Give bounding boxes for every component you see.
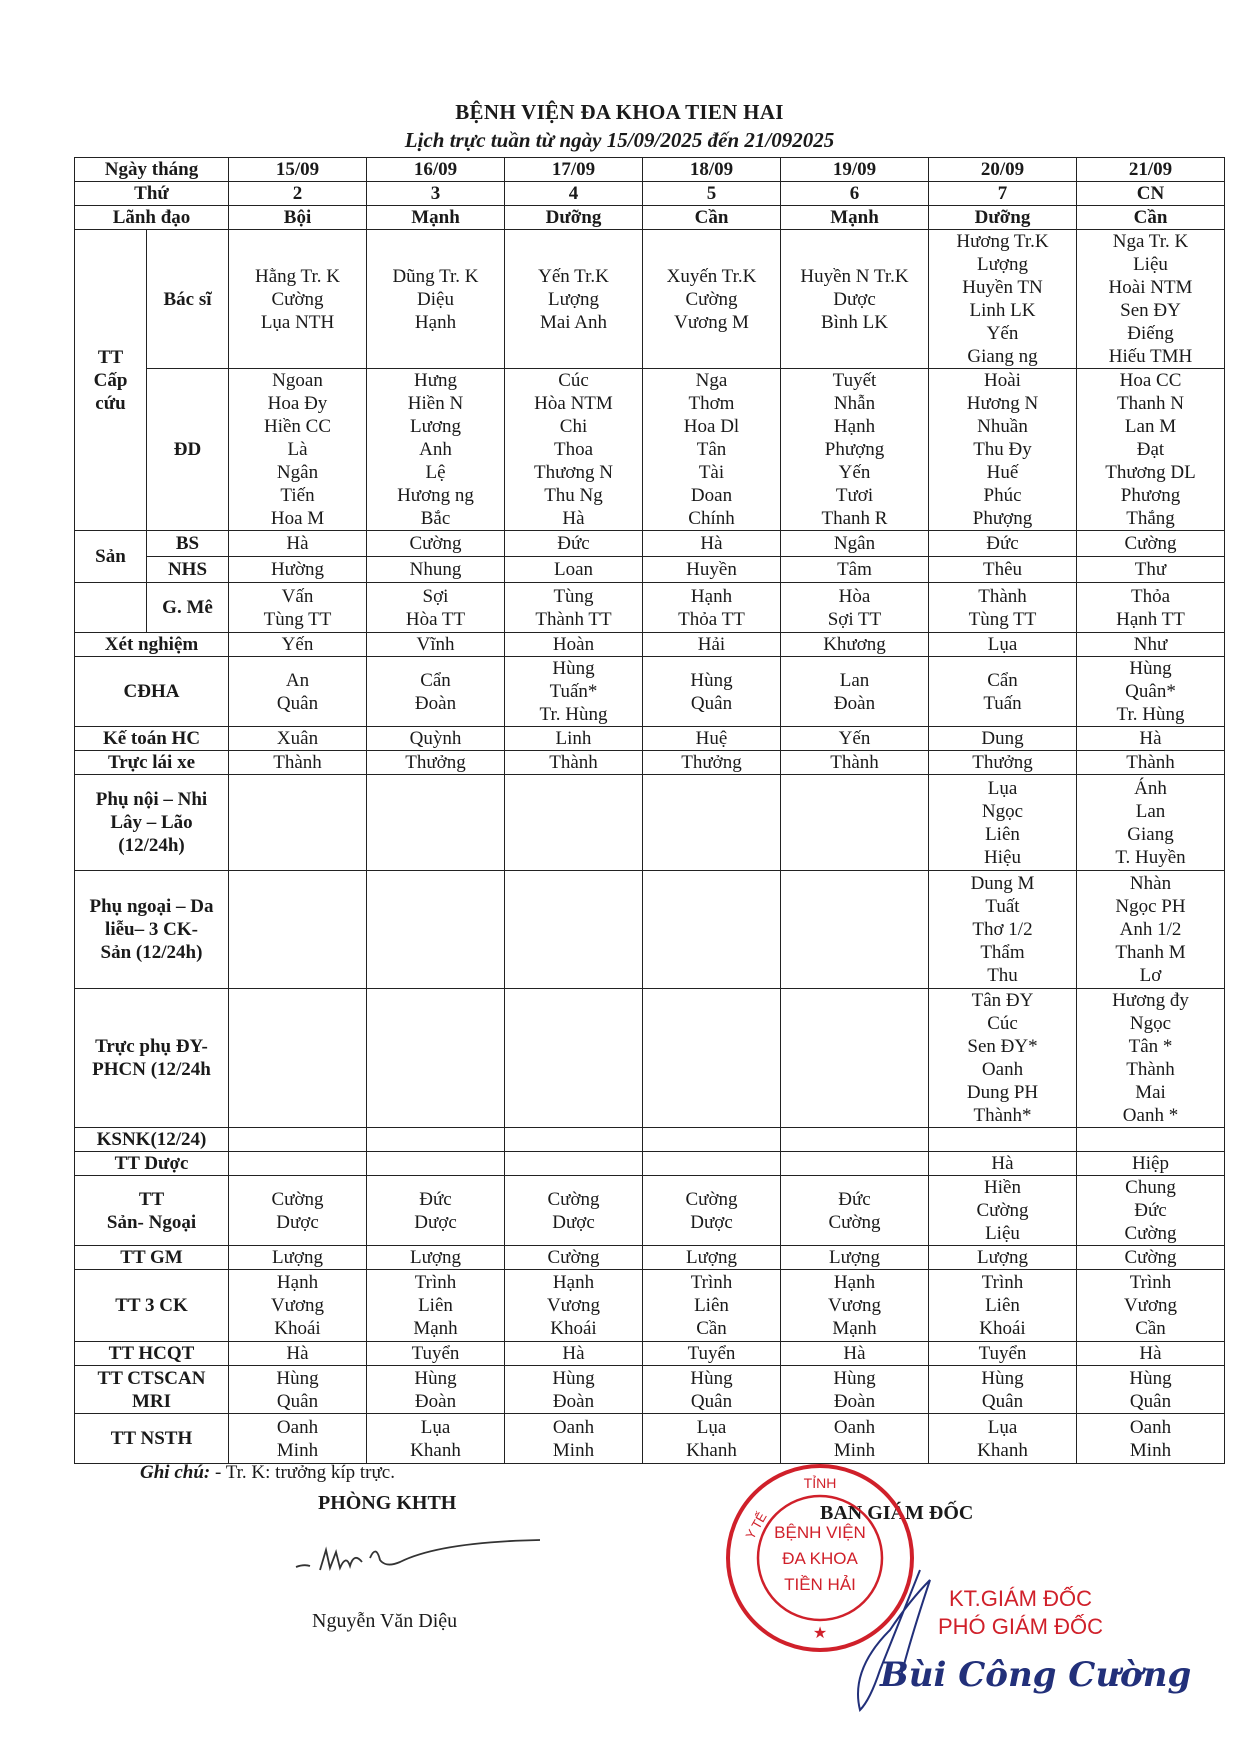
ct-day-3: Hùng Đoàn xyxy=(505,1366,643,1414)
acct-day-1: Xuân xyxy=(229,727,367,751)
gm-day-3: Cường xyxy=(505,1246,643,1270)
vice-line2: PHÓ GIÁM ĐỐC xyxy=(938,1614,1104,1639)
surgical-day-2 xyxy=(367,871,505,989)
internal-day-6: Lụa Ngọc Liên Hiệu xyxy=(929,775,1077,871)
emergency-label: TT Cấp cứu xyxy=(75,230,147,531)
ob-doctor-day-2: Cường xyxy=(367,531,505,557)
seal-side-text: Y TẾ xyxy=(742,1509,770,1542)
doctor-day-5: Huyền N Tr.K Dược Bình LK xyxy=(781,230,929,369)
date-label: Ngày tháng xyxy=(75,158,229,182)
pharmacy-day-4 xyxy=(643,1152,781,1176)
acct-day-7: Hà xyxy=(1077,727,1225,751)
nurse-day-2: Hưng Hiền N Lương Anh Lệ Hương ng Bắc xyxy=(367,369,505,531)
midwife-day-4: Huyền xyxy=(643,557,781,583)
ksnk-day-7 xyxy=(1077,1128,1225,1152)
gm-row xyxy=(75,1246,1225,1270)
ct-day-1: Hùng Quân xyxy=(229,1366,367,1414)
ct-row xyxy=(75,1366,1225,1414)
driver-day-7: Thành xyxy=(1077,751,1225,775)
lab-day-7: Như xyxy=(1077,633,1225,657)
ck3-label: TT 3 CK xyxy=(75,1270,229,1342)
gm-day-5: Lượng xyxy=(781,1246,929,1270)
ksnk-day-3 xyxy=(505,1128,643,1152)
duty-schedule-table xyxy=(74,157,1225,1464)
ck3-day-6: Trình Liên Khoái xyxy=(929,1270,1077,1342)
nsth-day-1: Oanh Minh xyxy=(229,1414,367,1464)
ksnk-row xyxy=(75,1128,1225,1152)
ck3-day-3: Hạnh Vương Khoái xyxy=(505,1270,643,1342)
leader-row xyxy=(75,206,1225,230)
driver-day-3: Thành xyxy=(505,751,643,775)
leader-day-6: Dưỡng xyxy=(929,206,1077,230)
ck3-day-2: Trình Liên Mạnh xyxy=(367,1270,505,1342)
obsurg-day-4: Cường Dược xyxy=(643,1176,781,1246)
obsurg-day-7: Chung Đức Cường xyxy=(1077,1176,1225,1246)
obstetrics-label: Sản xyxy=(75,531,147,583)
hcqt-row xyxy=(75,1342,1225,1366)
ksnk-day-2 xyxy=(367,1128,505,1152)
internal-day-3 xyxy=(505,775,643,871)
weekday-label: Thứ xyxy=(75,182,229,206)
note-label: Ghi chú: xyxy=(140,1462,211,1483)
hcqt-day-4: Tuyển xyxy=(643,1342,781,1366)
internal-day-7: Ánh Lan Giang T. Huyền xyxy=(1077,775,1225,871)
anesthesia-day-1: Vấn Tùng TT xyxy=(229,583,367,633)
weekday-day-1: 2 xyxy=(229,182,367,206)
seal-line2: ĐA KHOA xyxy=(782,1549,858,1568)
weekday-day-6: 7 xyxy=(929,182,1077,206)
acct-day-3: Linh xyxy=(505,727,643,751)
vice-line1: KT.GIÁM ĐỐC xyxy=(949,1586,1093,1611)
pharmacy-day-2 xyxy=(367,1152,505,1176)
surgical-label: Phụ ngoại – Da liễu– 3 CK- Sản (12/24h) xyxy=(75,871,229,989)
leader-day-2: Mạnh xyxy=(367,206,505,230)
obsurg-day-2: Đức Dược xyxy=(367,1176,505,1246)
acct-day-4: Huệ xyxy=(643,727,781,751)
driver-day-5: Thành xyxy=(781,751,929,775)
gm-label: TT GM xyxy=(75,1246,229,1270)
obsurg-label: TT Sản- Ngoại xyxy=(75,1176,229,1246)
imaging-day-5: Lan Đoàn xyxy=(781,657,929,727)
imaging-day-2: Cẩn Đoàn xyxy=(367,657,505,727)
leader-label: Lãnh đạo xyxy=(75,206,229,230)
driver-day-2: Thưởng xyxy=(367,751,505,775)
gm-day-2: Lượng xyxy=(367,1246,505,1270)
midwife-day-6: Thêu xyxy=(929,557,1077,583)
leader-day-3: Dưỡng xyxy=(505,206,643,230)
nsth-day-4: Lụa Khanh xyxy=(643,1414,781,1464)
midwife-day-7: Thư xyxy=(1077,557,1225,583)
pharmacy-day-7: Hiệp xyxy=(1077,1152,1225,1176)
nsth-day-2: Lụa Khanh xyxy=(367,1414,505,1464)
gm-day-7: Cường xyxy=(1077,1246,1225,1270)
rehab-day-3 xyxy=(505,989,643,1128)
surgical-day-4 xyxy=(643,871,781,989)
ct-day-2: Hùng Đoàn xyxy=(367,1366,505,1414)
pharmacy-day-5 xyxy=(781,1152,929,1176)
vice-director-name: Bùi Công Cường xyxy=(880,1655,1192,1695)
anesthesia-day-2: Sợi Hòa TT xyxy=(367,583,505,633)
ct-label: TT CTSCAN MRI xyxy=(75,1366,229,1414)
imaging-day-1: An Quân xyxy=(229,657,367,727)
ksnk-day-4 xyxy=(643,1128,781,1152)
ksnk-label: KSNK(12/24) xyxy=(75,1128,229,1152)
surgical-day-6: Dung M Tuất Thơ 1/2 Thẩm Thu xyxy=(929,871,1077,989)
nurse-day-7: Hoa CC Thanh N Lan M Đạt Thương DL Phương Thắng xyxy=(1077,369,1225,531)
ob-doctor-day-7: Cường xyxy=(1077,531,1225,557)
nurse-day-6: Hoài Hương N Nhuần Thu Đy Huế Phúc Phượng xyxy=(929,369,1077,531)
hcqt-day-3: Hà xyxy=(505,1342,643,1366)
doctor-row xyxy=(75,230,1225,369)
anesthesia-blank xyxy=(75,583,147,633)
internal-label: Phụ nội – Nhi Lây – Lão (12/24h) xyxy=(75,775,229,871)
surgical-day-5 xyxy=(781,871,929,989)
leader-day-7: Cần xyxy=(1077,206,1225,230)
nurse-day-3: Cúc Hòa NTM Chi Thoa Thương N Thu Ng Hà xyxy=(505,369,643,531)
ck3-day-7: Trình Vương Cần xyxy=(1077,1270,1225,1342)
date-day-1: 15/09 xyxy=(229,158,367,182)
ct-day-4: Hùng Quân xyxy=(643,1366,781,1414)
pharmacy-day-1 xyxy=(229,1152,367,1176)
ck3-day-5: Hạnh Vương Mạnh xyxy=(781,1270,929,1342)
ck3-day-1: Hạnh Vương Khoái xyxy=(229,1270,367,1342)
imaging-day-6: Cẩn Tuấn xyxy=(929,657,1077,727)
doctor-day-2: Dũng Tr. K Diệu Hạnh xyxy=(367,230,505,369)
note-text: - Tr. K: trưởng kíp trực. xyxy=(210,1462,395,1483)
seal-top-text: TỈNH xyxy=(803,1475,837,1491)
hcqt-day-5: Hà xyxy=(781,1342,929,1366)
acct-row xyxy=(75,727,1225,751)
driver-day-1: Thành xyxy=(229,751,367,775)
lab-day-4: Hải xyxy=(643,633,781,657)
date-day-4: 18/09 xyxy=(643,158,781,182)
surgical-day-1 xyxy=(229,871,367,989)
department-name: PHÒNG KHTH xyxy=(318,1492,457,1514)
leader-day-4: Cần xyxy=(643,206,781,230)
hcqt-day-2: Tuyển xyxy=(367,1342,505,1366)
date-day-6: 20/09 xyxy=(929,158,1077,182)
schedule-subtitle: Lịch trực tuần từ ngày 15/09/2025 đến 21/092025 xyxy=(404,128,835,152)
weekday-row xyxy=(75,182,1225,206)
obsurg-day-6: Hiền Cường Liệu xyxy=(929,1176,1077,1246)
rehab-day-4 xyxy=(643,989,781,1128)
ksnk-day-5 xyxy=(781,1128,929,1152)
acct-day-2: Quỳnh xyxy=(367,727,505,751)
seal-line3: TIỀN HẢI xyxy=(784,1575,856,1594)
board-title: BAN GIÁM ĐỐC xyxy=(820,1502,974,1524)
rehab-day-6: Tân ĐY Cúc Sen ĐY* Oanh Dung PH Thành* xyxy=(929,989,1077,1128)
pharmacy-day-3 xyxy=(505,1152,643,1176)
rehab-day-7: Hương đy Ngọc Tân * Thành Mai Oanh * xyxy=(1077,989,1225,1128)
internal-day-2 xyxy=(367,775,505,871)
rehab-label: Trực phụ ĐY- PHCN (12/24h xyxy=(75,989,229,1128)
hcqt-label: TT HCQT xyxy=(75,1342,229,1366)
midwife-day-3: Loan xyxy=(505,557,643,583)
date-day-3: 17/09 xyxy=(505,158,643,182)
weekday-day-2: 3 xyxy=(367,182,505,206)
nurse-day-5: Tuyết Nhẫn Hạnh Phượng Yến Tươi Thanh R xyxy=(781,369,929,531)
leader-day-5: Mạnh xyxy=(781,206,929,230)
rehab-row xyxy=(75,989,1225,1128)
nsth-day-3: Oanh Minh xyxy=(505,1414,643,1464)
ksnk-day-6 xyxy=(929,1128,1077,1152)
surgical-day-7: Nhàn Ngọc PH Anh 1/2 Thanh M Lơ xyxy=(1077,871,1225,989)
lab-day-2: Vĩnh xyxy=(367,633,505,657)
internal-row xyxy=(75,775,1225,871)
imaging-day-7: Hùng Quân* Tr. Hùng xyxy=(1077,657,1225,727)
midwife-label: NHS xyxy=(147,557,229,583)
acct-day-5: Yến xyxy=(781,727,929,751)
imaging-day-3: Hùng Tuấn* Tr. Hùng xyxy=(505,657,643,727)
ct-day-5: Hùng Đoàn xyxy=(781,1366,929,1414)
hcqt-day-6: Tuyển xyxy=(929,1342,1077,1366)
nurse-day-1: Ngoan Hoa Đy Hiền CC Là Ngân Tiến Hoa M xyxy=(229,369,367,531)
weekday-day-4: 5 xyxy=(643,182,781,206)
anesthesia-day-6: Thành Tùng TT xyxy=(929,583,1077,633)
doctor-day-7: Nga Tr. K Liệu Hoài NTM Sen ĐY Điếng Hiếu TMH xyxy=(1077,230,1225,369)
driver-row xyxy=(75,751,1225,775)
acct-day-6: Dung xyxy=(929,727,1077,751)
doctor-day-1: Hằng Tr. K Cường Lụa NTH xyxy=(229,230,367,369)
driver-label: Trực lái xe xyxy=(75,751,229,775)
ob-doctor-day-1: Hà xyxy=(229,531,367,557)
ob-bs-row xyxy=(75,531,1225,557)
internal-day-5 xyxy=(781,775,929,871)
midwife-day-1: Hường xyxy=(229,557,367,583)
ob-doctor-day-6: Đức xyxy=(929,531,1077,557)
doctor-day-3: Yến Tr.K Lượng Mai Anh xyxy=(505,230,643,369)
seal-line1: BỆNH VIỆN xyxy=(774,1523,866,1542)
nsth-day-7: Oanh Minh xyxy=(1077,1414,1225,1464)
date-day-7: 21/09 xyxy=(1077,158,1225,182)
nurse-label: ĐD xyxy=(147,369,229,531)
date-day-5: 19/09 xyxy=(781,158,929,182)
anesthesia-day-5: Hòa Sợi TT xyxy=(781,583,929,633)
nsth-label: TT NSTH xyxy=(75,1414,229,1464)
hcqt-day-7: Hà xyxy=(1077,1342,1225,1366)
weekday-day-7: CN xyxy=(1077,182,1225,206)
ct-day-6: Hùng Quân xyxy=(929,1366,1077,1414)
lab-day-1: Yến xyxy=(229,633,367,657)
pharmacy-row xyxy=(75,1152,1225,1176)
gm-day-1: Lượng xyxy=(229,1246,367,1270)
date-row xyxy=(75,158,1225,182)
anesthesia-day-3: Tùng Thành TT xyxy=(505,583,643,633)
ob-nhs-row xyxy=(75,557,1225,583)
footnote xyxy=(140,1462,395,1484)
seal-star: ★ xyxy=(812,1625,828,1642)
internal-day-4 xyxy=(643,775,781,871)
anesthesia-day-7: Thỏa Hạnh TT xyxy=(1077,583,1225,633)
obsurg-row xyxy=(75,1176,1225,1246)
imaging-label: CĐHA xyxy=(75,657,229,727)
driver-day-4: Thưởng xyxy=(643,751,781,775)
pharmacy-label: TT Dược xyxy=(75,1152,229,1176)
rehab-day-2 xyxy=(367,989,505,1128)
hospital-title: BỆNH VIỆN ĐA KHOA TIEN HAI xyxy=(455,100,784,124)
rehab-day-5 xyxy=(781,989,929,1128)
ct-day-7: Hùng Quân xyxy=(1077,1366,1225,1414)
rehab-day-1 xyxy=(229,989,367,1128)
obsurg-day-1: Cường Dược xyxy=(229,1176,367,1246)
anesthesia-day-4: Hạnh Thỏa TT xyxy=(643,583,781,633)
ob-doctor-label: BS xyxy=(147,531,229,557)
imaging-row xyxy=(75,657,1225,727)
surgical-row xyxy=(75,871,1225,989)
weekday-day-3: 4 xyxy=(505,182,643,206)
nurse-day-4: Nga Thơm Hoa Dl Tân Tài Doan Chính xyxy=(643,369,781,531)
ob-doctor-day-4: Hà xyxy=(643,531,781,557)
date-day-2: 16/09 xyxy=(367,158,505,182)
gm-day-6: Lượng xyxy=(929,1246,1077,1270)
leader-day-1: Bội xyxy=(229,206,367,230)
pharmacy-day-6: Hà xyxy=(929,1152,1077,1176)
driver-day-6: Thưởng xyxy=(929,751,1077,775)
obsurg-day-3: Cường Dược xyxy=(505,1176,643,1246)
weekday-day-5: 6 xyxy=(781,182,929,206)
doctor-label: Bác sĩ xyxy=(147,230,229,369)
signer-left-name: Nguyễn Văn Diệu xyxy=(312,1610,458,1632)
obsurg-day-5: Đức Cường xyxy=(781,1176,929,1246)
doctor-day-6: Hương Tr.K Lượng Huyền TN Linh LK Yến Giang ng xyxy=(929,230,1077,369)
hcqt-day-1: Hà xyxy=(229,1342,367,1366)
ck3-row xyxy=(75,1270,1225,1342)
lab-day-3: Hoàn xyxy=(505,633,643,657)
internal-day-1 xyxy=(229,775,367,871)
lab-day-5: Khương xyxy=(781,633,929,657)
ob-doctor-day-5: Ngân xyxy=(781,531,929,557)
ob-doctor-day-3: Đức xyxy=(505,531,643,557)
ck3-day-4: Trình Liên Cần xyxy=(643,1270,781,1342)
vice-director-title xyxy=(938,1585,1103,1641)
gm-day-4: Lượng xyxy=(643,1246,781,1270)
surgical-day-3 xyxy=(505,871,643,989)
anesthesia-label: G. Mê xyxy=(147,583,229,633)
nurse-row xyxy=(75,369,1225,531)
acct-label: Kế toán HC xyxy=(75,727,229,751)
nsth-day-6: Lụa Khanh xyxy=(929,1414,1077,1464)
imaging-day-4: Hùng Quân xyxy=(643,657,781,727)
nsth-row xyxy=(75,1414,1225,1464)
lab-day-6: Lụa xyxy=(929,633,1077,657)
ksnk-day-1 xyxy=(229,1128,367,1152)
lab-label: Xét nghiệm xyxy=(75,633,229,657)
lab-row xyxy=(75,633,1225,657)
nsth-day-5: Oanh Minh xyxy=(781,1414,929,1464)
midwife-day-2: Nhung xyxy=(367,557,505,583)
signature-left xyxy=(290,1522,550,1592)
anesthesia-row xyxy=(75,583,1225,633)
doctor-day-4: Xuyến Tr.K Cường Vương M xyxy=(643,230,781,369)
signature-right xyxy=(840,1560,960,1720)
midwife-day-5: Tâm xyxy=(781,557,929,583)
